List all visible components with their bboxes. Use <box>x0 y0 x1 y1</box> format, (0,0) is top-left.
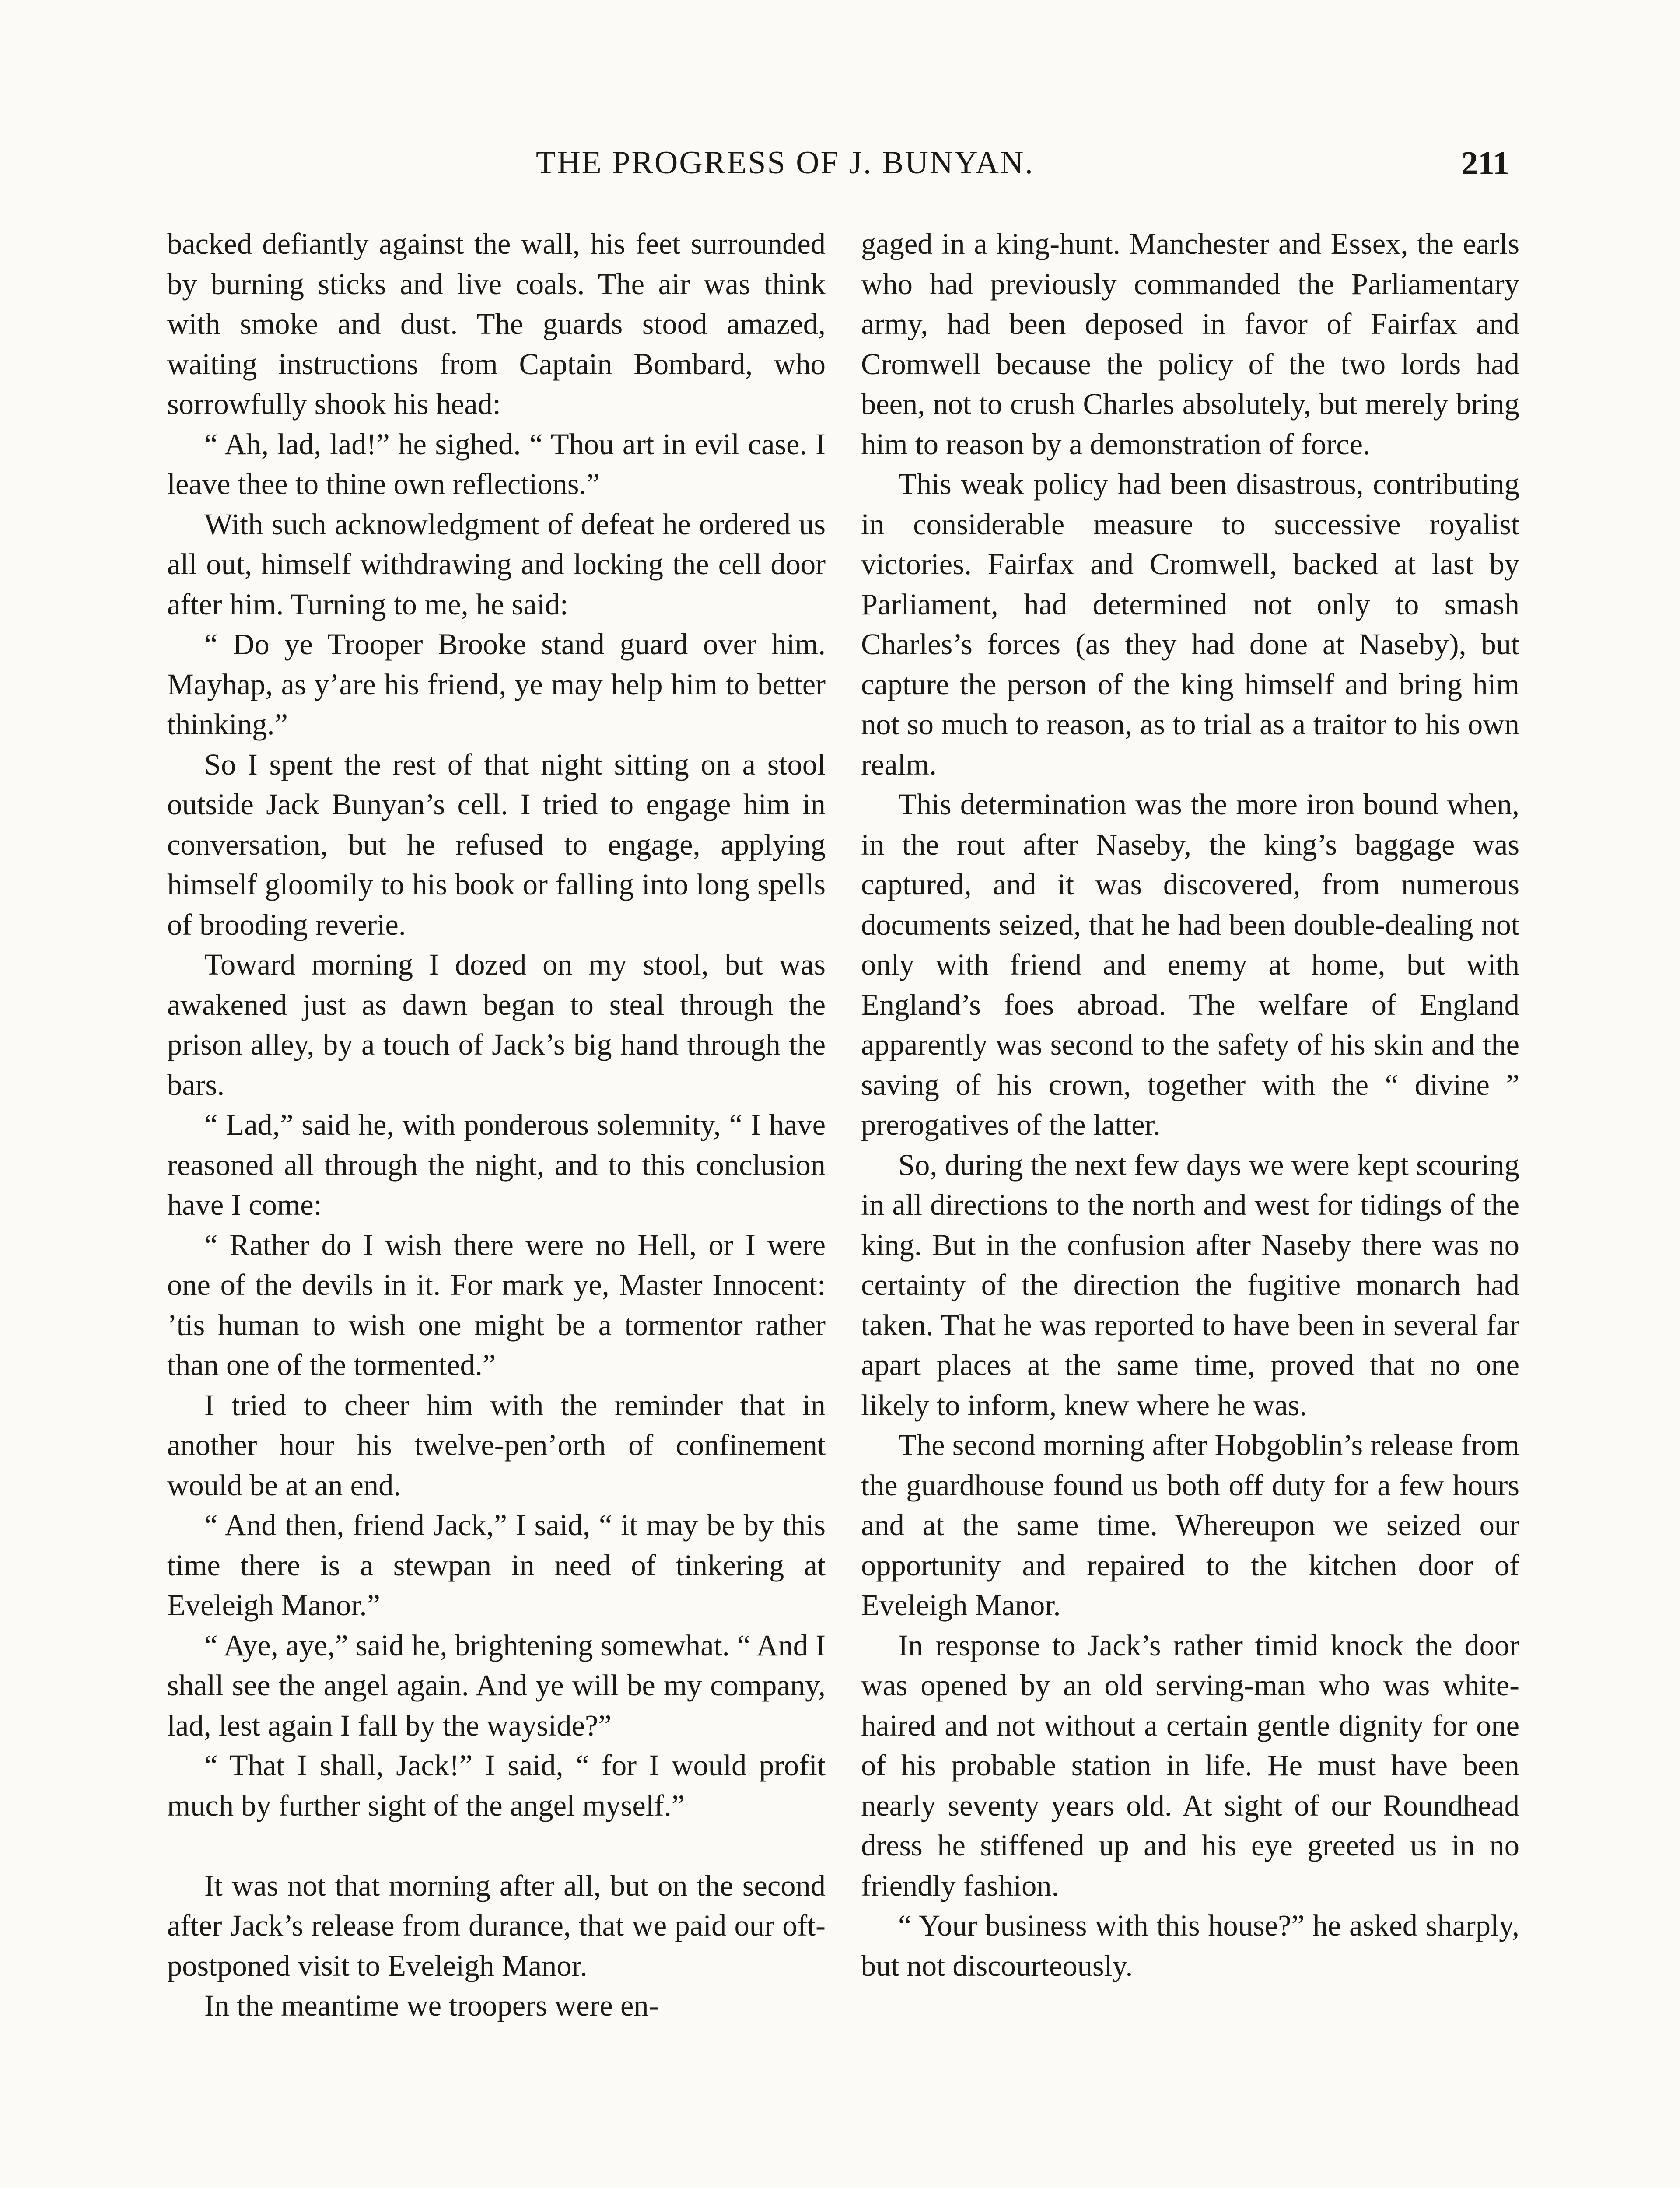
paragraph: The second morning after Hobgoblin’s release from the guardhouse found us both off duty for a few hours and at the same time. Whereupon we seized our opportunity and repaired to the kitchen door of Eveleigh Manor. <box>861 1428 1519 1622</box>
page-number: 211 <box>1461 145 1509 182</box>
paragraph: “ Your business with this house?” he asked sharply, but not discourteously. <box>861 1909 1519 1982</box>
paragraph: “ Do ye Trooper Brooke stand guard over him. Mayhap, as y’are his friend, ye may help him to better thinking.” <box>167 628 826 741</box>
paragraph: With such acknowledgment of defeat he ordered us all out, himself withdrawing and locking the cell door after him. Turning to me, he said: <box>167 507 826 621</box>
paragraph: “ Ah, lad, lad!” he sighed. “ Thou art in evil case. I leave thee to thine own reflections.” <box>167 427 826 501</box>
paragraph: In the meantime we troopers were en- <box>204 1989 659 2022</box>
paragraph: In response to Jack’s rather timid knock the door was opened by an old serving-man who was white-haired and not without a certain gentle dignity for one of his probable station in life. He must have been nearly seventy years old. At sight of our Roundhead dress he stiffened up and his eye greeted us in no friendly fashion. <box>861 1628 1519 1902</box>
paragraph: “ And then, friend Jack,” I said, “ it may be by this time there is a stewpan in need of tinkering at Eveleigh Manor.” <box>167 1508 826 1622</box>
running-head: THE PROGRESS OF J. BUNYAN. <box>536 145 1034 181</box>
paragraph: I tried to cheer him with the reminder that in another hour his twelve-pen’orth of confinement would be at an end. <box>167 1388 826 1502</box>
left-column <box>167 224 826 2026</box>
paragraph: This weak policy had been disastrous, contributing in considerable measure to successive royalist victories. Fairfax and Cromwell, backed at last by Parliament, had determined not only to smash Charles’s forces (as they had done at Naseby), but capture the person of the king himself and bring him not so much to reason, as to trial as a traitor to his own realm. <box>861 467 1519 781</box>
paragraph: So, during the next few days we were kept scouring in all directions to the north and west for tidings of the king. But in the confusion after Naseby there was no certainty of the direction the fugitive monarch had taken. That he was reported to have been in several far apart places at the same time, proved that no one likely to inform, knew where he was. <box>861 1148 1519 1422</box>
paragraph: “ Lad,” said he, with ponderous solemnity, “ I have reasoned all through the night, and to this conclusion have I come: <box>167 1108 826 1221</box>
paragraph: “ Aye, aye,” said he, brightening somewhat. “ And I shall see the angel again. And ye will be my company, lad, lest again I fall by the wayside?” <box>167 1628 826 1742</box>
right-column <box>861 224 1519 1986</box>
paragraph: This determination was the more iron bound when, in the rout after Naseby, the king’s baggage was captured, and it was discovered, from numerous documents seized, that he had been double-dealing not only with friend and enemy at home, but with England’s foes abroad. The welfare of England apparently was second to the safety of his skin and the saving of his crown, together with the “ divine ” prerogatives of the latter. <box>861 788 1519 1141</box>
paragraph: “ That I shall, Jack!” I said, “ for I would profit much by further sight of the angel myself.” <box>167 1749 826 1822</box>
page-header <box>0 144 1680 193</box>
paragraph: It was not that morning after all, but on the second after Jack’s release from durance, that we paid our oft-postponed visit to Eveleigh Manor. <box>167 1869 826 1982</box>
paragraph: backed defiantly against the wall, his feet surrounded by burning sticks and live coals. The air was think with smoke and dust. The guards stood amazed, waiting instructions from Captain Bombard, who sorrowfully shook his head: <box>167 227 826 421</box>
paragraph: “ Rather do I wish there were no Hell, or I were one of the devils in it. For mark ye, Master Innocent: ’tis human to wish one might be a tormentor rather than one of the tormented.” <box>167 1228 826 1382</box>
paragraph: So I spent the rest of that night sitting on a stool outside Jack Bunyan’s cell. I tried to engage him in conversation, but he refused to engage, applying himself gloomily to his book or falling into long spells of brooding reverie. <box>167 747 826 941</box>
paragraph: Toward morning I dozed on my stool, but was awakened just as dawn began to steal through the prison alley, by a touch of Jack’s big hand through the bars. <box>167 948 826 1101</box>
paragraph: gaged in a king-hunt. Manchester and Essex, the earls who had previously commanded the Parliamentary army, had been deposed in favor of Fairfax and Cromwell because the policy of the two lords had been, not to crush Charles absolutely, but merely bring him to reason by a demonstration of force. <box>861 227 1519 461</box>
